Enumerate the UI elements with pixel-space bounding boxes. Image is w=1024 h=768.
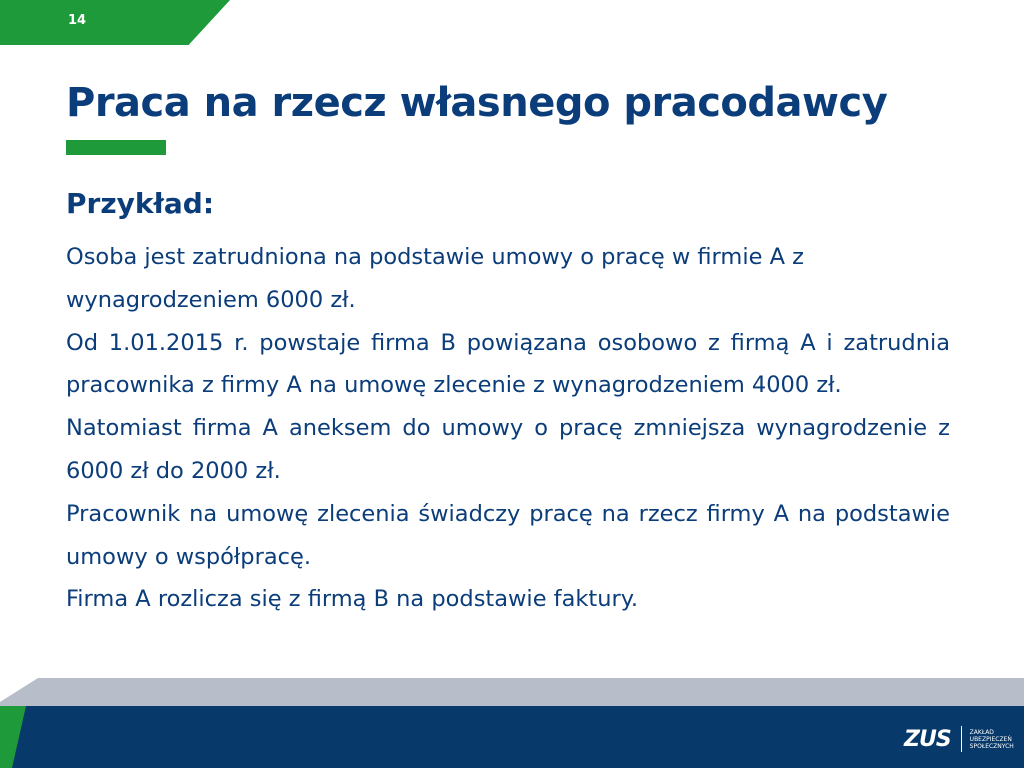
page-number: 14 xyxy=(68,13,87,28)
zus-logo-text xyxy=(970,729,1014,750)
logo-line-3: SPOŁECZNYCH xyxy=(969,742,1014,750)
logo-line-1: ZAKŁAD xyxy=(969,728,994,736)
footer-grey-band xyxy=(0,678,1024,708)
logo-divider xyxy=(961,726,962,752)
footer-navy-band xyxy=(0,706,1024,768)
paragraph-5: Firma A rozlicza się z firmą B na podstawie faktury. xyxy=(66,586,639,613)
logo-line-2: UBEZPIECZEŃ xyxy=(969,735,1012,743)
page-number-tab xyxy=(0,0,230,45)
title-accent-bar xyxy=(66,140,166,155)
zus-logo xyxy=(904,724,1014,754)
paragraph-4: Pracownik na umowę zlecenia świadczy pracę na rzecz firmy A na podstawie umowy o współpracę. xyxy=(66,500,950,570)
zus-logo-mark: ZUS xyxy=(904,726,951,752)
paragraph-3: Natomiast firma A aneksem do umowy o pracę zmniejsza wynagrodzenie z 6000 zł do 2000 zł. xyxy=(66,415,950,484)
example-heading: Przykład: xyxy=(66,187,215,220)
paragraph-1: Osoba jest zatrudniona na podstawie umowy o pracę w firmie A z wynagrodzeniem 6000 zł. xyxy=(66,244,804,313)
slide-title: Praca na rzecz własnego pracodawcy xyxy=(66,80,888,126)
paragraph-2: Od 1.01.2015 r. powstaje firma B powiązana osobowo z firmą A i zatrudnia pracownika z firmy A na umowę zlecenie z wynagrodzeniem 4000 zł. xyxy=(66,329,950,399)
example-body xyxy=(66,236,950,621)
